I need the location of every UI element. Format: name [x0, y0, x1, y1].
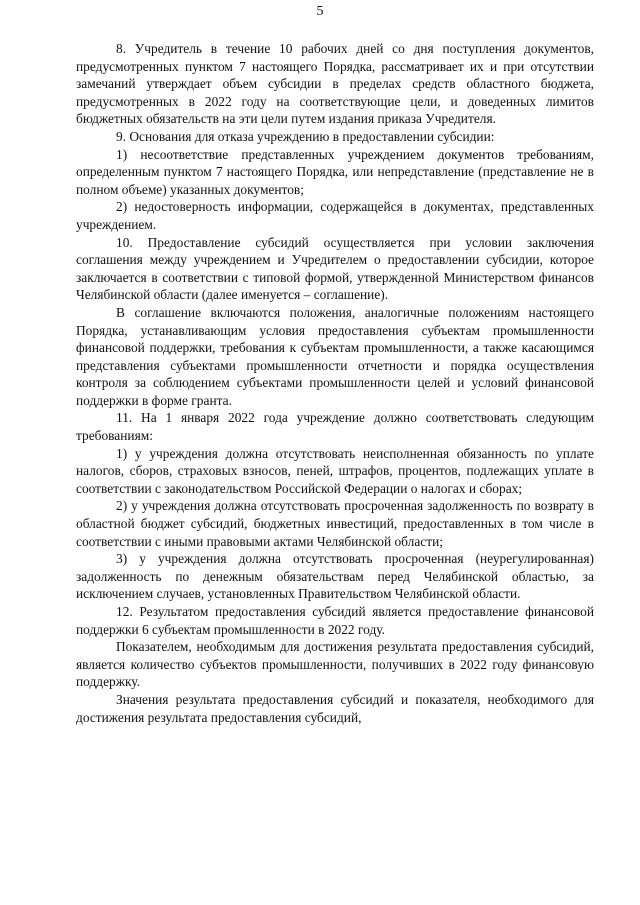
- paragraph-8: 8. Учредитель в течение 10 рабочих дней со дня поступления документов, предусмотренных пунктом 7 настоящего Порядка, рассматривает их и при отсутствии замечаний утверждает объем субсидии в пределах средств областного бюджета, предусмотренных в 2022 году на соответствующие цели, и доведенных лимитов бюджетных обязательств на эти цели путем издания приказа Учредителя.: [76, 41, 594, 127]
- paragraph-9: 9. Основания для отказа учреждению в предоставлении субсидии:: [116, 128, 495, 144]
- paragraph-9-item-1: 1) несоответствие представленных учреждением документов требованиям, определенным пунктом 7 настоящего Порядка, или непредставление (представление не в полном объеме) указанных документов;: [76, 146, 594, 197]
- paragraph-11: 11. На 1 января 2022 года учреждение должно соответствовать следующим требованиям:: [76, 410, 594, 444]
- paragraph-12-indicator: Показателем, необходимым для достижения результата предоставления субсидий, является количество субъектов промышленности, получивших в 2022 году финансовую поддержку.: [76, 639, 594, 690]
- paragraph-10: 10. Предоставление субсидий осуществляется при условии заключения соглашения между учреждением и Учредителем о предоставлении субсидии, которое заключается в соответствии с типовой формой, утвержденной Министерством финансов Челябинской области (далее именуется – соглашение).: [76, 234, 594, 303]
- paragraph-10-agreement: В соглашение включаются положения, аналогичные положениям настоящего Порядка, устанавливающим условия предоставления субъектам промышленности финансовой поддержки, требования к субъектам промышленности, а также касающимся представления субъектами промышленности отчетности и порядка осуществления контроля за соблюдением субъектами промышленности целей и условий финансовой поддержки в форме гранта.: [76, 304, 594, 408]
- page-number: 5: [316, 4, 324, 19]
- paragraph-11-item-2: 2) у учреждения должна отсутствовать просроченная задолженность по возврату в областной бюджет субсидий, бюджетных инвестиций, предоставленных в том числе в соответствии с иными правовыми актами Челябинской области;: [76, 498, 594, 549]
- paragraph-12-values: Значения результата предоставления субсидий и показателя, необходимого для достижения результата предоставления субсидий,: [76, 691, 594, 725]
- paragraph-11-item-3: 3) у учреждения должна отсутствовать просроченная (неурегулированная) задолженность по денежным обязательствам перед Челябинской областью, за исключением случаев, установленных Правительством Челябинской области.: [76, 551, 594, 602]
- paragraph-11-item-1: 1) у учреждения должна отсутствовать неисполненная обязанность по уплате налогов, сборов, страховых взносов, пеней, штрафов, процентов, подлежащих уплате в соответствии с законодательством Российской Федерации о налогах и сборах;: [76, 445, 594, 496]
- paragraph-12: 12. Результатом предоставления субсидий является предоставление финансовой поддержки 6 субъектам промышленности в 2022 году.: [76, 604, 594, 637]
- paragraph-9-item-2: 2) недостоверность информации, содержащейся в документах, представленных учреждением.: [76, 199, 594, 232]
- document-body: [76, 40, 594, 726]
